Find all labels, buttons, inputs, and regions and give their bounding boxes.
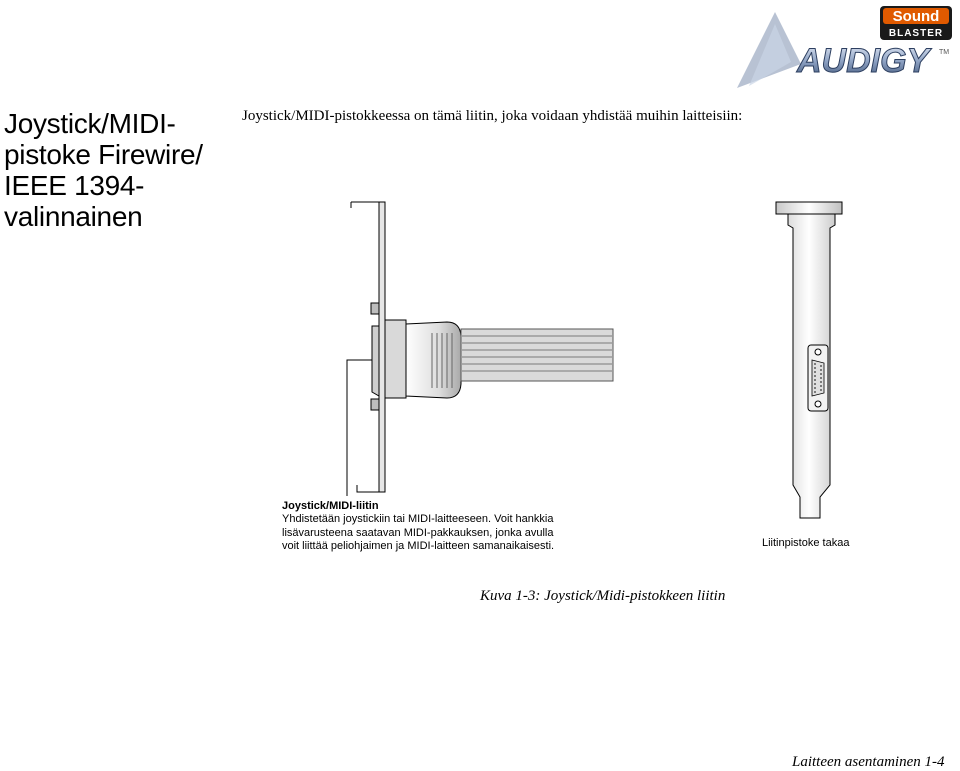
callout-leader-line bbox=[347, 360, 372, 496]
connector-callout bbox=[282, 500, 572, 554]
ribbon-cable bbox=[461, 329, 613, 381]
side-view-bracket bbox=[347, 202, 613, 496]
svg-text:TM: TM bbox=[939, 49, 950, 56]
svg-text:Sound: Sound bbox=[892, 8, 940, 25]
svg-text:BLASTER: BLASTER bbox=[888, 28, 944, 39]
section-heading-line: IEEE 1394- bbox=[4, 170, 145, 201]
screw-icon bbox=[371, 303, 379, 314]
section-heading-line: Joystick/MIDI- bbox=[4, 108, 176, 139]
intro-paragraph: Joystick/MIDI-pistokkeessa on tämä liitin, joka voidaan yhdistää muihin laitteisiin: bbox=[242, 108, 743, 124]
callout-description: Yhdistetään joystickiin tai MIDI-laitteeseen. Voit hankkia lisävarusteena saatavan MIDI-pakkauksen, jonka avulla voit liittää peliohjaimen ja MIDI-laitteen samanaikaisesti. bbox=[282, 513, 555, 553]
screw-icon bbox=[371, 399, 379, 410]
joystick-connector-plug bbox=[385, 320, 461, 398]
page-footer: Laitteen asentaminen 1-4 bbox=[792, 754, 945, 770]
rear-view-bracket bbox=[776, 202, 842, 518]
section-heading-line: valinnainen bbox=[4, 201, 143, 232]
section-heading-line: pistoke Firewire/ bbox=[4, 139, 203, 170]
rear-view-label: Liitinpistoke takaa bbox=[762, 537, 850, 549]
callout-title: Joystick/MIDI-liitin bbox=[282, 500, 379, 512]
db15-port bbox=[808, 345, 828, 411]
figure-caption: Kuva 1-3: Joystick/Midi-pistokkeen liitin bbox=[480, 588, 726, 604]
audigy-wordmark: AUDIGY bbox=[797, 42, 930, 80]
